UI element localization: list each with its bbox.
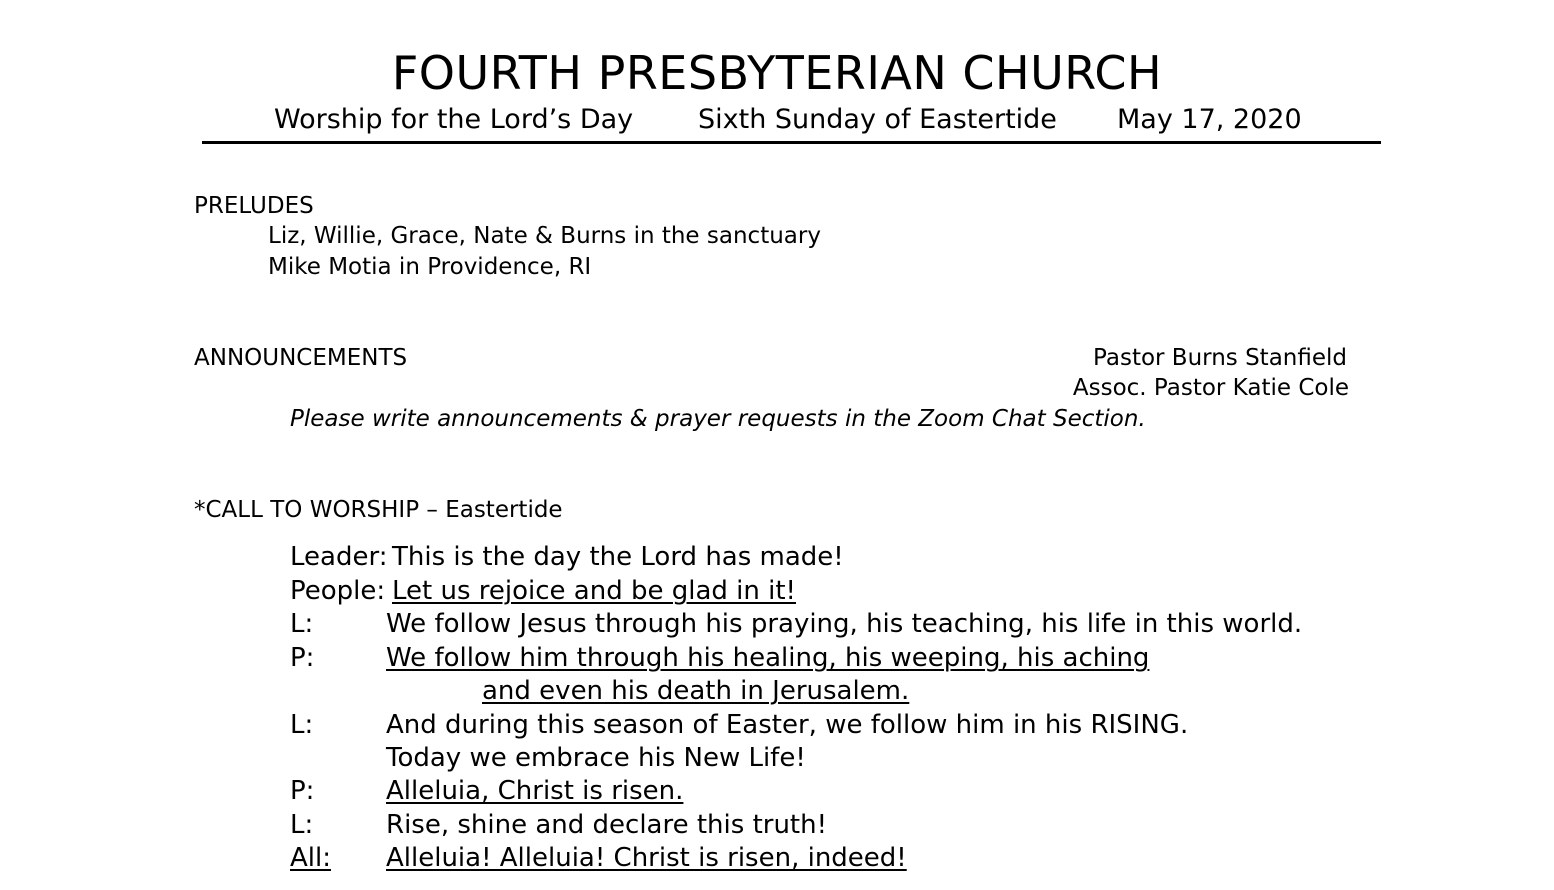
header-divider xyxy=(202,141,1381,144)
announcements-leader: Pastor Burns Stanfield xyxy=(1093,345,1347,371)
announcements-note: Please write announcements & prayer requests in the Zoom Chat Section. xyxy=(290,406,1146,432)
service-name: Worship for the Lord’s Day xyxy=(274,104,634,135)
litany-speaker: P: xyxy=(290,643,315,673)
litany-speaker: P: xyxy=(290,776,315,806)
litany-text: And during this season of Easter, we follow him in his RISING. xyxy=(386,710,1189,740)
litany-speaker: People: xyxy=(290,576,386,606)
prelude-performers-line: Mike Motia in Providence, RI xyxy=(268,254,592,280)
litany-response-continued: and even his death in Jerusalem. xyxy=(482,676,910,706)
announcements-leader: Assoc. Pastor Katie Cole xyxy=(1072,375,1349,401)
litany-response: Alleluia! Alleluia! Christ is risen, indeed! xyxy=(386,843,907,873)
litany-speaker: L: xyxy=(290,609,314,639)
litany-text: This is the day the Lord has made! xyxy=(392,542,844,572)
liturgical-occasion: Sixth Sunday of Eastertide xyxy=(698,104,1057,135)
litany-speaker: Leader: xyxy=(290,542,388,572)
call-to-worship-heading: *CALL TO WORSHIP – Eastertide xyxy=(194,497,563,523)
litany-speaker-all: All: xyxy=(290,843,331,873)
prelude-performers-line: Liz, Willie, Grace, Nate & Burns in the sanctuary xyxy=(268,223,821,249)
litany-response: We follow him through his healing, his weeping, his aching xyxy=(386,643,1150,673)
litany-text: Rise, shine and declare this truth! xyxy=(386,810,828,840)
church-title: FOURTH PRESBYTERIAN CHURCH xyxy=(391,46,1163,100)
litany-response: Alleluia, Christ is risen. xyxy=(386,776,684,806)
litany-text: We follow Jesus through his praying, his teaching, his life in this world. xyxy=(386,609,1303,639)
litany-text-continued: Today we embrace his New Life! xyxy=(386,743,806,773)
service-date: May 17, 2020 xyxy=(1117,104,1302,135)
preludes-heading: PRELUDES xyxy=(194,193,314,219)
announcements-heading: ANNOUNCEMENTS xyxy=(194,345,408,371)
litany-speaker: L: xyxy=(290,710,314,740)
litany-speaker: L: xyxy=(290,810,314,840)
litany-response: Let us rejoice and be glad in it! xyxy=(392,576,796,606)
